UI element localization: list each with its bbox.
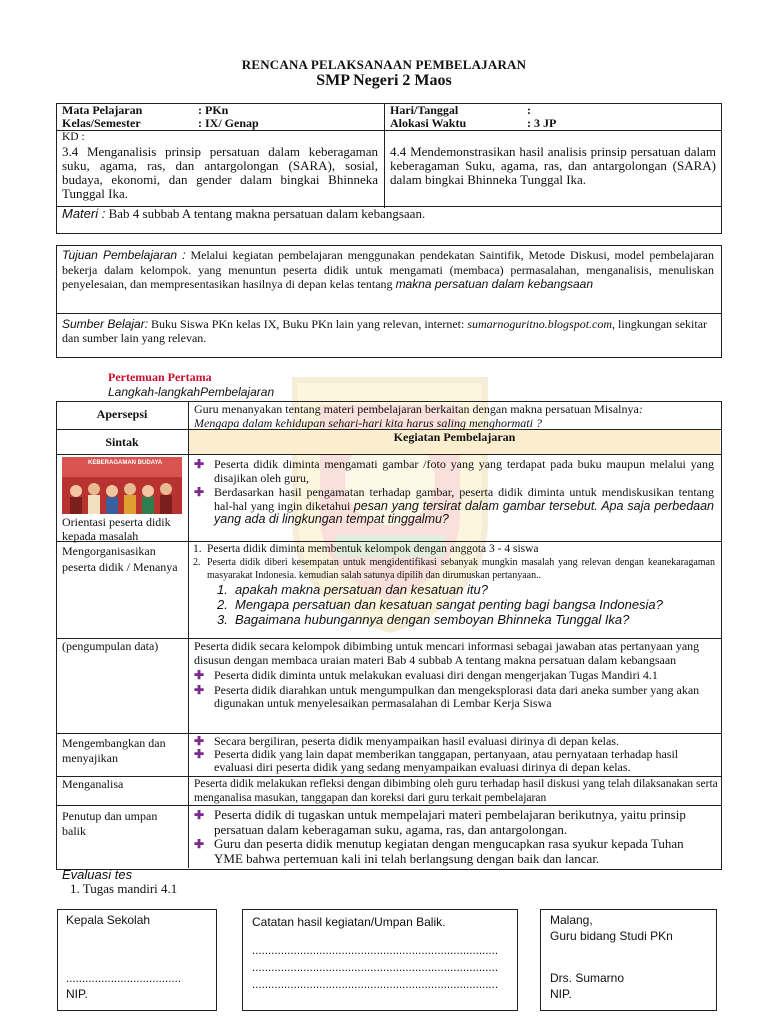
orientasi-b2-tail: pesan yang tersirat dalam gambar tersebut. Apa saja perbedaan yang ada di lingkungan tempat tinggalmu? <box>214 498 715 526</box>
apersepsi-colon: : <box>638 402 643 416</box>
photo-caption: KEBERAGAMAN BUDAYA <box>88 460 163 466</box>
guru-nama: Drs. Sumarno <box>550 971 625 985</box>
apersepsi-body: Guru menanyakan tentang materi pembelajaran berkaitan dengan makna persatuan Misalnya <box>194 402 639 416</box>
pengumpulan-label: (pengumpulan data) <box>62 639 159 653</box>
organisasi-item-1 <box>189 543 715 556</box>
sumber-url[interactable]: sumarnoguritno.blogspot.com <box>467 317 613 331</box>
tujuan-tail: makna persatuan dalam kebangsaan <box>395 277 594 291</box>
orientasi-b2: Berdasarkan hasil pengamatan terhadap gambar, peserta didik diminta untuk mendiskusikan tentang hal-hal yang ingin diketahui <box>214 485 714 513</box>
alokasi-label: Alokasi Waktu <box>390 116 467 130</box>
question-1 <box>217 582 715 597</box>
kota-tanggal: Malang, <box>550 913 593 927</box>
organisasi-i2: Peserta didik diberi kesempatan untuk mengidentifikasi sebanyak mungkin masalah yang relevan dengan keanekaragaman masyarakat Indonesia. kemudian salah satunya dipilih dan dirumuskan pertanyaan.. <box>207 557 715 581</box>
evaluasi-label: Evaluasi tes <box>62 867 133 882</box>
kd-label: KD : <box>62 131 85 143</box>
hari-value: : <box>527 103 531 117</box>
kd-right: 4.4 Mendemonstrasikan hasil analisis prinsip persatuan dalam keberagaman Suku, agama, ras, dan antargolongan (SARA) dalam bingkai Bhinneka Tunggal Ika. <box>390 144 716 187</box>
question-2 <box>217 597 715 612</box>
kepala-signature-line: .................................... <box>66 973 182 985</box>
checkbox-bullet-icon: ✚ <box>194 668 205 682</box>
q-text-1: apakah makna persatuan dan kesatuan itu? <box>235 582 488 597</box>
guru-nip: NIP. <box>550 987 572 1001</box>
checkbox-bullet-icon: ✚ <box>194 808 205 822</box>
alokasi-value: : 3 JP <box>527 116 557 130</box>
kelas-value: : IX/ Genap <box>198 116 259 130</box>
catatan-line-3[interactable]: ............................................................................. <box>252 979 499 991</box>
orientasi-label: Orientasi peserta didik kepada masalah <box>62 515 171 543</box>
kegiatan-header: Kegiatan Pembelajaran <box>393 430 516 444</box>
catatan-line-2[interactable]: ............................................................................. <box>252 962 499 974</box>
orientasi-bullet-1 <box>194 458 714 485</box>
steps-col-divider <box>188 401 189 868</box>
sumber-body-2: , lingkungan sekitar dan sumber lain yang relevan. <box>62 317 708 345</box>
checkbox-bullet-icon: ✚ <box>194 485 205 499</box>
langkah-subtitle: Langkah-langkahPembelajaran <box>108 385 275 399</box>
mengembangkan-b1: Secara bergiliran, peserta didik menyampaikan hasil evaluasi dirinya di depan kelas. <box>214 734 619 748</box>
kepala-nip: NIP. <box>66 987 88 1001</box>
mapel-value: : PKn <box>198 103 229 117</box>
mengembangkan-content <box>194 735 714 774</box>
sintak-header: Sintak <box>105 435 139 449</box>
penutup-bullet-1 <box>194 808 714 837</box>
mapel-label: Mata Pelajaran <box>62 103 143 117</box>
materi-row <box>62 207 712 221</box>
hari-label: Hari/Tanggal <box>390 103 459 117</box>
row-line-7 <box>56 805 721 806</box>
mengembangkan-label: Mengembangkan dan menyajikan <box>62 736 166 765</box>
document-title: RENCANA PELAKSANAAN PEMBELAJARAN <box>241 57 527 72</box>
penutup-b1: Peserta didik di tugaskan untuk mempelajari materi pembelajaran berikutnya, yaitu prinsip persatuan dalam keberagaman suku, agama, ras, dan antargolongan. <box>214 807 686 837</box>
orientasi-bullet-2 <box>194 486 714 527</box>
checkbox-bullet-icon: ✚ <box>194 682 205 697</box>
tujuan-label: Tujuan Pembelajaran : <box>62 248 186 262</box>
kd-left: 3.4 Menganalisis prinsip persatuan dalam keberagaman suku, agama, ras, dan antargolongan (SARA), sosial, budaya, ekonomi, dan gender dalam bingkai Bhinneka Tunggal Ika. <box>62 144 378 201</box>
question-3 <box>217 612 715 627</box>
org-num-2: 2. <box>193 557 201 568</box>
school-name: SMP Negeri 2 Maos <box>316 72 452 89</box>
tujuan-text <box>62 248 714 292</box>
materi-label: Materi : <box>62 206 106 221</box>
organisasi-label: Mengorganisasikan peserta didik / Menanya <box>62 544 178 574</box>
organisasi-item-2 <box>189 556 715 582</box>
q-text-2: Mengapa persatuan dan kesatuan sangat penting bagi bangsa Indonesia? <box>235 597 663 612</box>
mengembangkan-bullet-2 <box>194 748 714 774</box>
guru-bidang: Guru bidang Studi PKn <box>550 929 673 943</box>
org-num-1: 1. <box>193 543 202 555</box>
checkbox-bullet-icon: ✚ <box>194 457 205 471</box>
sumber-body: Buku Siswa PKn kelas IX, Buku PKn lain yang relevan, internet: <box>151 317 465 331</box>
organisasi-content <box>189 543 715 627</box>
pengumpulan-b1: Peserta didik diminta untuk melakukan evaluasi diri dengan mengerjakan Tugas Mandiri 4.1 <box>214 668 658 682</box>
tujuan-divider <box>56 313 721 314</box>
sumber-text <box>62 317 714 345</box>
pertemuan-title: Pertemuan Pertama <box>108 370 212 384</box>
apersepsi-label: Apersepsi <box>96 407 148 421</box>
organisasi-i1: Peserta didik diminta membentuk kelompok dengan anggota 3 - 4 siswa <box>207 543 539 555</box>
orientasi-content <box>194 458 714 527</box>
q-num-1: 1. <box>217 582 228 597</box>
penutup-b2: Guru dan peserta didik menutup kegiatan dengan mengucapkan rasa syukur kepada Tuhan YME bahwa pertemuan kali ini telah berlangsung dengan baik dan lancar. <box>214 836 684 866</box>
evaluasi-item: 1. Tugas mandiri 4.1 <box>70 881 178 896</box>
pengumpulan-bullet-2 <box>194 684 714 711</box>
catatan-title: Catatan hasil kegiatan/Umpan Balik. <box>252 915 446 929</box>
pengumpulan-content <box>194 640 714 711</box>
catatan-line-1[interactable]: ............................................................................. <box>252 945 499 957</box>
orientasi-b1: Peserta didik diminta mengamati gambar /foto yang yang terdapat pada buku maupun melalui yang disajikan oleh guru, <box>214 457 714 485</box>
penutup-label: Penutup dan umpan balik <box>62 809 158 838</box>
checkbox-bullet-icon: ✚ <box>194 734 205 748</box>
pengumpulan-text: Peserta didik secara kelompok dibimbing untuk mencari informasi sebagai jawaban atas pertanyaan yang disusun dengan membaca uraian materi Bab 4 subbab A tentang makna persatuan dalam kebangsaan <box>194 639 700 667</box>
tujuan-body: Melalui kegiatan pembelajaran menggunakan pendekatan Saintifik, Metode Diskusi, model pembelajaran bekerja dalam kelompok. yang menuntun peserta didik untuk mengamati (membaca) permasalahan, menganalisis, menuliskan penyelesaian, dan mempresentasikan hasilnya di depan kelas tentang <box>62 248 714 291</box>
checkbox-bullet-icon: ✚ <box>194 837 205 851</box>
menganalisa-label: Menganalisa <box>62 777 124 791</box>
mengembangkan-b2: Peserta didik yang lain dapat memberikan tanggapan, pertanyaan, atau pernyataan terhadap hasil evaluasi diri peserta didik yang sedang menyampaikan evaluasi dirinya di depan kelas. <box>214 747 679 774</box>
kelas-label: Kelas/Semester <box>62 116 141 130</box>
pengumpulan-b2: Peserta didik diarahkan untuk mengumpulkan dan mengeksplorasi data dari aneka sumber yang akan digunakan untuk menyelesaikan permasalahan di Lembar Kerja Siswa <box>214 682 700 710</box>
penutup-content <box>194 808 714 866</box>
apersepsi-question: Mengapa dalam kehidupan sehari-hari kita harus saling menghormati ? <box>194 415 542 430</box>
q-num-3: 3. <box>217 612 228 627</box>
pengumpulan-bullet-1 <box>194 669 714 683</box>
checkbox-bullet-icon: ✚ <box>194 747 205 761</box>
organisasi-questions <box>189 582 715 627</box>
row-line-2 <box>56 454 721 455</box>
kepala-title: Kepala Sekolah <box>66 913 151 927</box>
info-divider <box>384 103 385 208</box>
apersepsi-text <box>194 403 714 430</box>
materi-text: Bab 4 subbab A tentang makna persatuan dalam kebangsaan. <box>108 206 426 221</box>
penutup-bullet-2 <box>194 837 714 866</box>
q-text-3: Bagaimana hubungannya dengan semboyan Bhinneka Tunggal Ika? <box>235 612 630 627</box>
info-row-line <box>56 130 721 131</box>
menganalisa-text: Peserta didik melakukan refleksi dengan dibimbing oleh guru terhadap hasil diskusi yang telah dilaksanakan serta menganalisa masukan, tanggapan dan koreksi dari guru terkait pembelajaran <box>194 778 718 804</box>
sumber-label: Sumber Belajar: <box>62 317 149 331</box>
q-num-2: 2. <box>217 597 228 612</box>
